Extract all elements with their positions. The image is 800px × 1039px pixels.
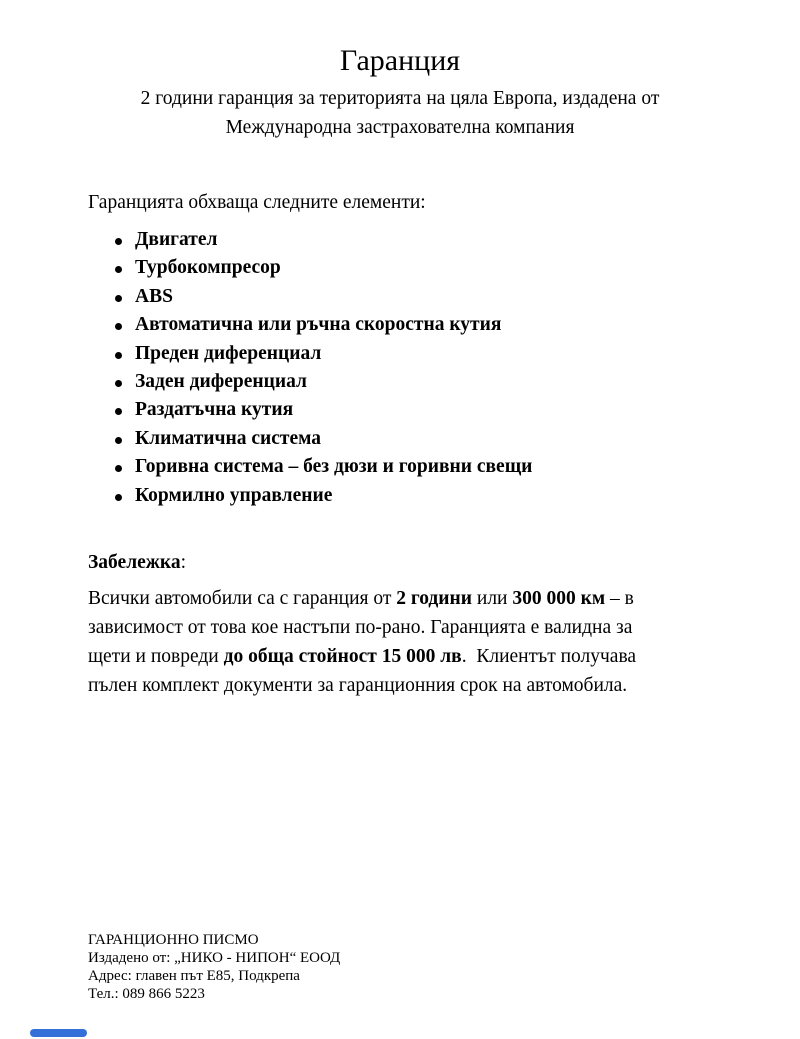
- bullet-icon: [115, 295, 122, 302]
- list-item: [115, 283, 532, 311]
- list-item-label: Раздатъчна кутия: [135, 399, 294, 421]
- coverage-intro: Гаранцията обхваща следните елементи:: [88, 192, 426, 213]
- text-run-bold: 300 000 км: [512, 588, 606, 609]
- list-item: [115, 226, 532, 254]
- bullet-icon: [115, 494, 122, 501]
- text-run: зависимост от това кое настъпи по-рано. Гаранцията е валидна за: [88, 617, 633, 638]
- bullet-icon: [115, 408, 122, 415]
- list-item-label: Турбокомпресор: [135, 257, 281, 279]
- bullet-icon: [115, 352, 122, 359]
- paragraph-line-2: [88, 613, 636, 642]
- page-title: Гаранция: [339, 44, 461, 77]
- bullet-icon: [115, 323, 122, 330]
- list-item: [115, 453, 532, 481]
- bullet-icon: [115, 238, 122, 245]
- list-item-label: Кормилно управление: [135, 484, 333, 506]
- text-run: – в: [605, 588, 634, 609]
- bullet-icon: [115, 465, 122, 472]
- text-run-bold: 2 години: [396, 588, 473, 609]
- list-item: [115, 368, 532, 396]
- text-run: Всички автомобили са с гаранция от: [88, 588, 397, 609]
- note-heading-label: Забележка: [88, 552, 181, 573]
- footer-phone: Тел.: 089 866 5223: [88, 986, 205, 1002]
- text-run: щети и повреди: [88, 646, 224, 667]
- footer-letter-title: ГАРАНЦИОННО ПИСМО: [88, 932, 259, 948]
- list-item: [115, 425, 532, 453]
- bullet-icon: [115, 380, 122, 387]
- note-heading: [88, 548, 186, 577]
- list-item: [115, 340, 532, 368]
- note-paragraph: [88, 584, 636, 700]
- list-item-label: Горивна система – без дюзи и горивни свещи: [135, 456, 533, 478]
- footer-address: Адрес: главен път Е85, Подкрепа: [88, 968, 300, 984]
- paragraph-line-3: [88, 642, 636, 671]
- document-subtitle: [0, 84, 800, 142]
- text-run: или: [472, 588, 513, 609]
- list-item-label: Автоматична или ръчна скоростна кутия: [135, 314, 502, 336]
- list-item: [115, 311, 532, 339]
- bottom-blue-bar: [30, 1029, 87, 1037]
- list-item: [115, 396, 532, 424]
- list-item-label: Климатична система: [135, 427, 322, 449]
- note-heading-colon: :: [180, 552, 187, 573]
- list-item-label: ABS: [135, 285, 173, 307]
- bullet-icon: [115, 437, 122, 444]
- coverage-list: [115, 226, 532, 510]
- text-run-bold: до обща стойност 15 000 лв: [223, 646, 462, 667]
- list-item-label: Заден диференциал: [135, 371, 307, 393]
- footer-block: [88, 931, 340, 1003]
- list-item-label: Двигател: [135, 229, 218, 250]
- list-item: [115, 482, 532, 510]
- subtitle-line-2: Международна застрахователна компания: [225, 117, 575, 138]
- list-item: [115, 254, 532, 282]
- paragraph-line-1: [88, 584, 636, 613]
- footer-issued-by: Издадено от: „НИКО - НИПОН“ ЕООД: [88, 950, 341, 966]
- text-run: . Клиентът получава: [461, 646, 637, 667]
- list-item-label: Преден диференциал: [135, 342, 322, 364]
- bullet-icon: [115, 266, 122, 273]
- paragraph-line-4: [88, 671, 636, 700]
- text-run: пълен комплект документи за гаранционния срок на автомобила.: [88, 675, 628, 696]
- subtitle-line-1: 2 години гаранция за територията на цяла Европа, издадена от: [140, 88, 660, 109]
